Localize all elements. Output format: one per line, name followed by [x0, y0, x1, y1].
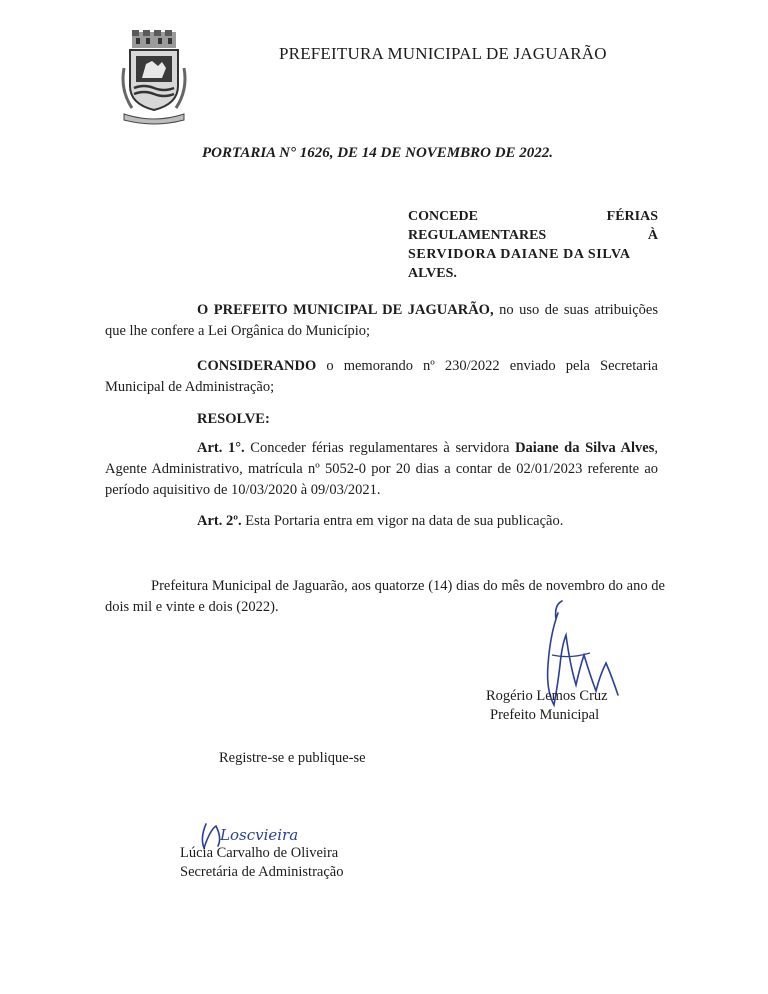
ementa	[408, 207, 658, 283]
closing-text: Prefeitura Municipal de Jaguarão, aos quatorze (14) dias do mês de novembro do ano de dois mil e vinte e dois (2022).	[105, 578, 665, 615]
resolve-heading: RESOLVE:	[197, 411, 270, 427]
article-2-label: Art. 2º.	[197, 513, 242, 529]
mayor-name: Rogério Lemos Cruz	[486, 688, 608, 704]
portaria-title: PORTARIA N° 1626, DE 14 DE NOVEMBRO DE 2022.	[202, 145, 554, 161]
article-2-text: Esta Portaria entra em vigor na data de sua publicação.	[241, 513, 564, 529]
article-1	[105, 438, 658, 501]
considerando-paragraph	[105, 356, 658, 398]
secretary-name: Lúcia Carvalho de Oliveira	[180, 845, 339, 861]
ementa-word: CONCEDE	[408, 209, 479, 224]
considerando-heading: CONSIDERANDO	[197, 358, 317, 374]
considerando-text: o memorando nº 230/2022 enviado pela Secretaria Municipal de Administração;	[105, 358, 658, 395]
ementa-line-2	[408, 226, 658, 245]
institution-title: PREFEITURA MUNICIPAL DE JAGUARÃO	[279, 44, 607, 63]
employee-name: Daiane da Silva Alves	[515, 440, 655, 456]
article-1-text-continued: , Agente Administrativo, matrícula nº 5052-0 por 20 dias a contar de 02/01/2023 referente ao período aquisitivo de 10/03/2020 à 09/03/2021.	[105, 440, 658, 498]
ementa-line-4: ALVES.	[408, 266, 457, 281]
ementa-line-3: SERVIDORA DAIANE DA SILVA	[408, 247, 631, 262]
article-2	[105, 511, 658, 532]
article-1-text: Conceder férias regulamentares à servidora	[244, 440, 516, 456]
preamble-paragraph	[105, 300, 658, 342]
coat-of-arms-icon	[118, 28, 190, 128]
preamble-text: no uso de suas atribuições que lhe confere a Lei Orgânica do Município;	[105, 302, 658, 339]
secretary-signature-text: Loscvieira	[220, 826, 299, 844]
ementa-line-1	[408, 207, 658, 226]
secretary-role: Secretária de Administração	[180, 864, 344, 880]
mayor-role: Prefeito Municipal	[490, 707, 600, 723]
article-1-label: Art. 1°.	[197, 440, 245, 456]
ementa-word: REGULAMENTARES	[408, 228, 547, 243]
ementa-word: À	[647, 228, 658, 243]
mayor-heading: O PREFEITO MUNICIPAL DE JAGUARÃO,	[197, 302, 494, 318]
ementa-word: FÉRIAS	[606, 209, 658, 224]
register-note: Registre-se e publique-se	[219, 750, 366, 766]
